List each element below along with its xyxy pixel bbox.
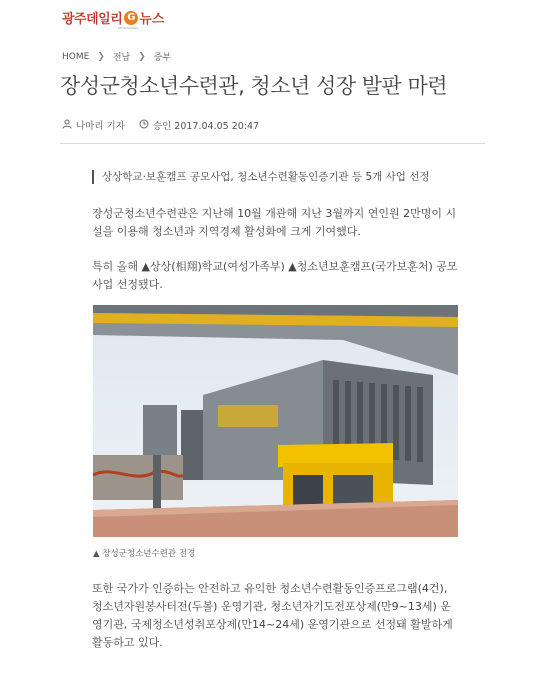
logo-underline [118, 27, 138, 29]
article-approved-time: 승인 2017.04.05 20:47 [152, 121, 260, 132]
photo-caption: ▲ 장성군청소년수련관 전경 [93, 549, 196, 559]
logo-g-icon: G [124, 11, 138, 25]
article-paragraph-3: 또한 국가가 인증하는 안전하고 유익한 청소년수련활동인증프로그램(4건), 청소년자원봉사터전(두볼) 운영기관, 청소년자기도전포상제(만9~13세) 운영기관, 국제청소년성취포상제(만14~24세) 운영기관으로 선정돼 활발하게 활동하고 있다. [92, 582, 453, 649]
meta-divider [60, 143, 485, 144]
article-author[interactable]: 나마리 기자 [76, 121, 125, 132]
breadcrumb [62, 50, 171, 63]
site-news-label: 뉴스 [139, 12, 165, 27]
article-title: 장성군청소년수련관, 청소년 성장 발판 마련 [60, 74, 448, 98]
article-paragraph-2: 특히 올해 ▲상상(相翔)학교(여성가족부) ▲청소년보훈캠프(국가보훈처) 공모사업 선정됐다. [92, 260, 458, 291]
breadcrumb-level1[interactable]: 전남 [112, 53, 131, 63]
article-summary: 상상학교·보훈캠프 공모사업, 청소년수련활동인증기관 등 5개 사업 선정 [92, 170, 430, 184]
article-meta [62, 118, 259, 132]
chevron-right-icon: ❯ [138, 51, 146, 62]
article-paragraph-1: 장성군청소년수련관은 지난해 10월 개관해 지난 3월까지 연인원 2만명이 시설을 이용해 청소년과 지역경제 활성화에 크게 기여했다. [92, 207, 457, 238]
breadcrumb-home[interactable]: HOME [62, 51, 90, 62]
chevron-right-icon: ❯ [97, 51, 105, 62]
breadcrumb-level2[interactable]: 중부 [153, 53, 172, 63]
site-logo[interactable] [62, 8, 164, 27]
article-photo[interactable] [93, 305, 458, 537]
person-icon [62, 119, 72, 132]
clock-icon [139, 119, 149, 132]
site-name: 광주데일리 [62, 12, 123, 27]
